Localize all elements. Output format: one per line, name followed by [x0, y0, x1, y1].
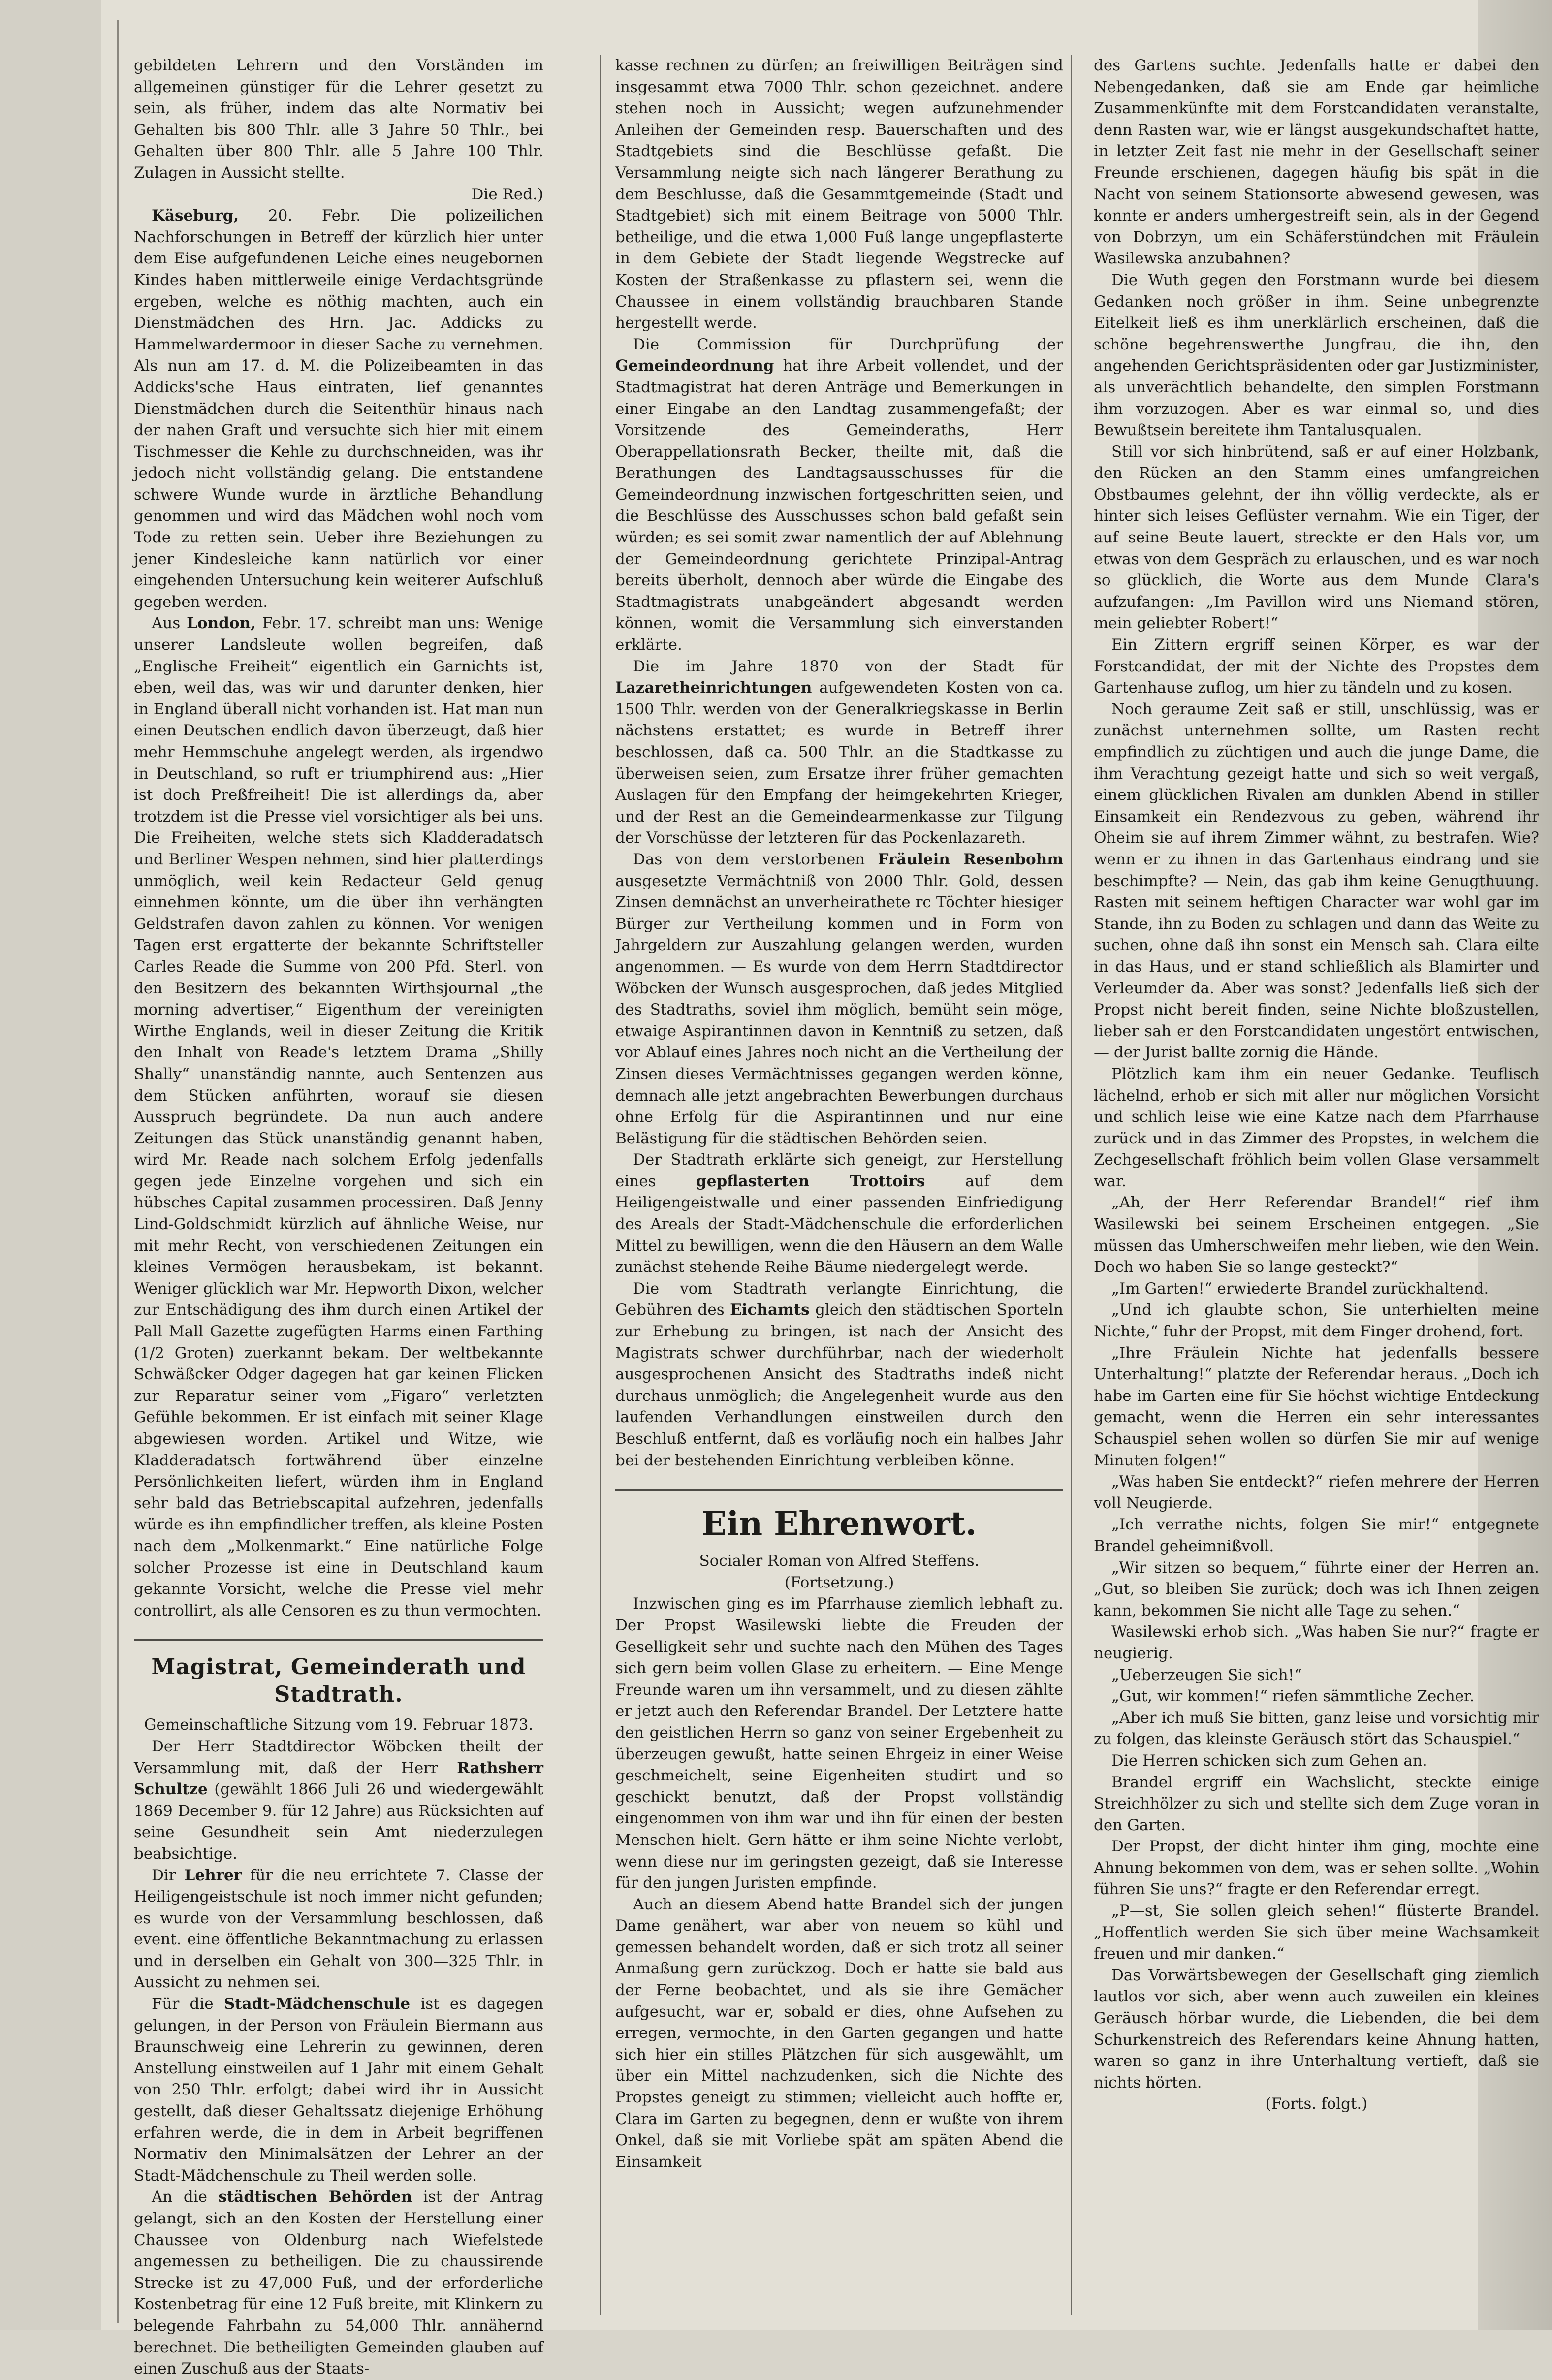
- paragraph-text: Der Stadtrath erklärte sich geneigt, zur Herstellung eines: [615, 1151, 1063, 1190]
- column-rule: [1071, 55, 1072, 2315]
- paragraph: kasse rechnen zu dürfen; an freiwilligen Beiträgen sind insgesammt etwa 7000 Thlr. schon gezeichnet. andere stehen noch in Aussicht; wegen aufzunehmender Anleihen der Gemeinden resp. Bauerschaften und des Stadtgebiets sind die Beschlüsse gefaßt. Die Versammlung neigte sich nach längerer Berathung zu dem Beschlusse, daß die Gesammtgemeinde (Stadt und Stadtgebiet) sich mit einem Beitrage von 5000 Thlr. betheilige, und die etwa 1,000 Fuß lange ungepflasterte in dem Gebiete der Stadt liegende Wegstrecke auf Kosten der Straßenkasse zu pflastern sei, wenn die Chaussee in einem vollständig brauchbaren Stande hergestellt werde.: [615, 57, 1063, 332]
- paragraph: Der Propst, der dicht hinter ihm ging, mochte eine Ahnung bekommen von dem, was er sehen sollte. „Wohin führen Sie uns?“ fragte er den Referendar erregt.: [1094, 1838, 1539, 1899]
- session-line: Gemeinschaftliche Sitzung vom 19. Februar 1873.: [144, 1716, 534, 1734]
- paragraph: Die Herren schicken sich zum Gehen an.: [1111, 1751, 1427, 1770]
- paragraph: Inzwischen ging es im Pfarrhause ziemlich lebhaft zu. Der Propst Wasilewski liebte die Freuden der Geselligkeit sehr und suchte nach den Mühen des Tages sich gern beim vollen Glase zu erheitern. — Eine Menge Freunde waren um ihn versammelt, und zu diesen zählte er jetzt auch den Referendar Brandel. Der Letztere hatte den geistlichen Herrn so ganz von seiner Ergebenheit zu überzeugen gewußt, hatte seinen Ehrgeiz in einer Weise geschmeichelt, seine Eigenheiten studirt und so geschickt benutzt, daß der Propst vollständig eingenommen von ihm war und ihn für einen der besten Menschen hielt. Gern hätte er ihm seine Nichte verlobt, wenn diese nur im geringsten gezeigt, daß sie Interesse für den jungen Juristen empfinde.: [615, 1595, 1063, 1892]
- keyword: Rathsherr Schultze: [134, 1759, 543, 1799]
- to-be-continued: (Forts. folgt.): [1265, 2095, 1368, 2113]
- column-rule: [600, 55, 601, 2315]
- paragraph: „Was haben Sie entdeckt?“ riefen mehrere der Herren voll Neugierde.: [1094, 1473, 1539, 1512]
- paragraph: Still vor sich hinbrütend, saß er auf einer Holzbank, den Rücken an den Stamm eines umfangreichen Obstbaumes gelehnt, der ihn völlig verdeckte, als er hinter sich leises Geflüster vernahm. Wie ein Tiger, der auf seine Beute lauert, streckte er den Hals vor, um etwas von dem Gespräch zu erlauschen, und es war noch so glücklich, die Worte aus dem Munde Clara's aufzufangen: „Im Pavillon wird uns Niemand stören, mein geliebter Robert!“: [1094, 443, 1539, 633]
- paragraph-text: hat ihre Arbeit vollendet, und der Stadtmagistrat hat deren Anträge und Bemerkungen in einer Eingabe an den Landtag zusammengefaßt; der Vorsitzende des Gemeinderaths, Herr Oberappellationsrath Becker, theilte mit, daß die Berathungen des Landtagsausschusses für die Gemeindeordnung inzwischen fortgeschritten seien, und die Beschlüsse des Ausschusses schon bald gefaßt sein würden; es sei somit zwar namentlich der auf Ablehnung der Gemeindeordnung gerichtete Prinzipal-Antrag bereits überholt, dennoch aber würde die Eingabe des Stadtmagistrats unabgeändert abgesandt werden können, womit die Versammlung sich einverstanden erklärte.: [615, 357, 1063, 654]
- paragraph: „Im Garten!“ erwiederte Brandel zurückhaltend.: [1111, 1279, 1489, 1298]
- novel-continuation: (Fortsetzung.): [784, 1573, 894, 1591]
- binding-margin: [0, 0, 101, 2330]
- keyword: Lehrer: [184, 1866, 242, 1884]
- paragraph: des Gartens suchte. Jedenfalls hatte er dabei den Nebengedanken, daß sie am Ende gar heimliche Zusammenkünfte mit dem Forstcandidaten veranstalte, denn Rasten war, wie er längst ausgekundschaftet hatte, in letzter Zeit fast nie mehr in der Gesellschaft seiner Freunde erschienen, dagegen häufig bis spät in die Nacht von seinem Stationsorte abwesend gewesen, was konnte er anders umhergestreift sein, als in der Gegend von Dobrzyn, um ein Schäferstündchen mit Fräulein Wasilewska anzubahnen?: [1094, 57, 1539, 268]
- paragraph: „Wir sitzen so bequem,“ führte einer der Herren an. „Gut, so bleiben Sie zurück; doch was ich Ihnen zeigen kann, bekommen Sie nicht alle Tage zu sehen.“: [1094, 1558, 1539, 1619]
- paragraph-text: Die vom Stadtrath verlangte Einrichtung, die Gebühren des: [615, 1279, 1063, 1319]
- paragraph-text: gleich den städtischen Sporteln zur Erhebung zu bringen, ist nach der Ansicht des Magistrats schwer durchführbar, nach der wiederholt ausgesprochenen Ansicht des Stadtraths indeß nicht durchaus unmöglich; die Angelegenheit wurde aus den laufenden Verhandlungen einstweilen durch den Beschluß entfernt, daß es vorläufig noch ein halbes Jahr bei der bestehenden Einrichtung verbleiben könne.: [615, 1301, 1063, 1469]
- paragraph: „Gut, wir kommen!“ riefen sämmtliche Zecher.: [1111, 1687, 1475, 1706]
- paragraph: Plötzlich kam ihm ein neuer Gedanke. Teuflisch lächelnd, erhob er sich mit aller nur möglichen Vorsicht und schlich leise wie eine Katze nach dem Pfarrhause zurück und in das Zimmer des Propstes, in welchem die Zechgesellschaft fröhlich beim vollen Glase versammelt war.: [1094, 1065, 1539, 1190]
- novel-title: Ein Ehrenwort.: [701, 1504, 977, 1543]
- paragraph: Auch an diesem Abend hatte Brandel sich der jungen Dame genähert, war aber von neuem so kühl und gemessen behandelt worden, daß er sich trotz all seiner Anmaßung gern zurückzog. Doch er hatte sie bald aus der Ferne beobachtet, und als sie ihre Gemächer aufgesucht, war er, sobald er dies, ohne Aufsehen zu erregen, vermochte, in den Garten gegangen und hatte sich hier ein stilles Plätzchen für sich ausgewählt, um über ein Mittel nachzudenken, sich die Nichte des Propstes geneigt zu stimmen; vielleicht auch hoffte er, Clara im Garten zu begegnen, denn er wußte von ihrem Onkel, daß sie mit Vorliebe spät am späten Abend die Einsamkeit: [615, 1895, 1063, 2171]
- paragraph: [615, 334, 1063, 656]
- paragraph: [134, 613, 543, 1621]
- paragraph-text: Die im Jahre 1870 von der Stadt für: [633, 657, 1063, 675]
- paragraph-text: (gewählt 1866 Juli 26 und wiedergewählt 1869 December 9. für 12 Jahre) aus Rücksichten auf seine Gesundheit sein Amt niederzulegen beabsichtige.: [134, 1780, 543, 1863]
- paragraph: [134, 205, 543, 613]
- keyword: gepflasterten Trottoirs: [696, 1172, 925, 1190]
- paragraph-text: 20. Febr. Die polizeilichen Nachforschungen in Betreff der kürzlich hier unter dem Eise aufgefundenen Leiche eines neugebornen Kindes haben mittlerweile einige Verdachtsgründe ergeben, welche es nöthig machten, auch ein Dienstmädchen des Hrn. Jac. Addicks zu Hammelwardermoor in dieser Sache zu vernehmen. Als nun am 17. d. M. die Polizeibeamten in das Addicks'sche Haus eintraten, lief genanntes Dienstmädchen durch die Seitenthür hinaus nach der nahen Graft und versuchte sich hier mit einem Tischmesser die Kehle zu durchschneiden, was ihr jedoch nicht vollständig gelang. Die entstandene schwere Wunde wurde in ärztliche Behandlung genommen und wird das Mädchen wohl noch vom Tode zu retten sein. Ueber ihre Beziehungen zu jener Kindesleiche kann natürlich vor einer eingehenden Untersuchung kein weiterer Aufschluß gegeben werden.: [134, 207, 543, 611]
- column-2: [615, 55, 1063, 2319]
- keyword: Eichamts: [730, 1301, 810, 1319]
- paragraph-text: aufgewendeten Kosten von ca. 1500 Thlr. werden von der Generalkriegskasse in Berlin nächstens erstattet; es wurde in Betreff ihrer beschlossen, daß ca. 500 Thlr. an die Stadtkasse zu überweisen seien, zum Ersatze ihrer früher gemachten Auslagen für den Empfang der heimgekehrten Krieger, und der Rest an die Gemeindearmenkasse zur Tilgung der Vorschüsse der letzteren für das Pockenlazareth.: [615, 679, 1063, 847]
- paragraph: „Ueberzeugen Sie sich!“: [1111, 1666, 1302, 1684]
- keyword: städtischen Behörden: [218, 2188, 412, 2206]
- keyword: Stadt-Mädchenschule: [223, 1995, 411, 2013]
- paragraph-text: Der Herr Stadtdirector Wöbcken theilt der Versammlung mit, daß der Herr: [134, 1737, 543, 1777]
- section-heading: Magistrat, Gemeinderath und Stadtrath.: [151, 1654, 526, 1708]
- paragraph-text: für die neu errichtete 7. Classe der Heiligengeistschule ist noch immer nicht gefunden; es wurde von der Versammlung beschlossen, daß event. eine öffentliche Bekanntmachung zu erlassen und in derselben ein Gehalt von 300—325 Thlr. in Aussicht zu nehmen sei.: [134, 1866, 543, 1992]
- paragraph-text: Das von dem verstorbenen: [633, 850, 878, 868]
- paragraph-text: Dir: [152, 1866, 185, 1884]
- column-1: [134, 55, 543, 2378]
- paragraph-text: Febr. 17. schreibt man uns: Wenige unserer Landsleute wollen begreifen, daß „Englische Freiheit“ eigentlich ein Garnichts ist, eben, weil das, was wir und darunter denken, hier in England überall nicht vorhanden ist. Hat man nun einen Deutschen endlich davon überzeugt, daß hier mehr Hemmschuhe angelegt werden, als irgendwo in Deutschland, so ruft er triumphirend aus: „Hier ist doch Preßfreiheit! Die ist allerdings da, aber trotzdem ist die Presse viel vorsichtiger als bei uns. Die Freiheiten, welche stets sich Kladderadatsch und Berliner Wespen nehmen, sind hier platterdings unmöglich, weil kein Redacteur Geld genug einnehmen könnte, um die über ihn verhängten Geldstrafen davon zahlen zu können. Vor wenigen Tagen erst ergatterte der bekannte Schriftsteller Carles Reade die Summe von 200 Pfd. Sterl. von den Besitzern des bekannten Wirthsjournal „the morning advertiser,“ Eigenthum der vereinigten Wirthe Englands, weil in dieser Zeitung die Kritik den Inhalt von Reade's letztem Drama „Shilly Shally“ unanständig nannte, auch Sentenzen aus dem Stücken anführten, worauf sie diesen Ausspruch begründete. Da nun auch andere Zeitungen das Stück unanständig genannt haben, wird Mr. Reade nach solchem Erfolg jedenfalls gegen jede Einzelne vorgehen und sich ein hübsches Capital zusammen processiren. Daß Jenny Lind-Goldschmidt kürzlich auf ähnliche Weise, nur mit mehr Recht, von verschiedenen Zeitungen ein kleines Vermögen herausbekam, ist bekannt. Weniger glücklich war Mr. Hepworth Dixon, welcher zur Entschädigung des ihm durch einen Artikel der Pall Mall Gazette zugefügten Harms einen Farthing (1/2 Groten) zuerkannt bekam. Der weltbekannte Schwäßcker Odger dagegen hat gar keinen Flicken zur Reparatur seiner vom „Figaro“ verletzten Gefühle bekommen. Er ist einfach mit seiner Klage abgewiesen worden. Artikel und Witze, wie Kladderadatsch fortwährend über einzelne Persönlichkeiten liefert, würden ihm in England sehr bald das Betriebscapital aufzehren, jedenfalls würde es ihn empfindlicher treffen, als kleine Posten nach dem „Molkenmarkt.“ Eine natürliche Folge solcher Prozesse ist eine in Deutschland kaum gekannte Vorsicht, welche die Presse viel mehr controllirt, als alle Censoren es zu thun vermochten.: [134, 614, 543, 1619]
- paragraph: [134, 1736, 543, 1865]
- paragraph: „Ah, der Herr Referendar Brandel!“ rief ihm Wasilewski bei seinem Erscheinen entgegen. „Sie müssen das Umherschweifen mehr lieben, wie den Wein. Doch wo haben Sie so lange gesteckt?“: [1094, 1194, 1539, 1276]
- binding-edge: [117, 20, 119, 2323]
- editor-note: Die Red.): [471, 185, 543, 203]
- paragraph-text: ist es dagegen gelungen, in der Person von Fräulein Biermann aus Braunschweig eine Lehrerin zu gewinnen, deren Anstellung einstweilen auf 1 Jahr mit einem Gehalt von 250 Thlr. erfolgt; dabei wird ihr in Aussicht gestellt, daß dieser Gehaltssatz diejenige Erhöhung erfahren werde, die in dem in Arbeit begriffenen Normativ den Minimalsätzen der Lehrer an der Stadt-Mädchenschule zu Theil werden solle.: [134, 1995, 543, 2185]
- paragraph: Noch geraume Zeit saß er still, unschlüssig, was er zunächst unternehmen sollte, um Rasten recht empfindlich zu züchtigen und auch die junge Dame, die ihm Verachtung gezeigt hatte und sich so weit vergaß, einem glücklichen Rivalen am dunklen Abend in stiller Einsamkeit ein Rendezvous zu geben, während ihr Oheim sie auf ihrem Zimmer wähnt, zu bestrafen. Wie? wenn er zu ihnen in das Gartenhaus eindrang und sie beschimpfte? — Nein, das gab ihm keine Genugthuung. Rasten mit seinem heftigen Character war wohl gar im Stande, ihn zu Boden zu schlagen und dann das Weite zu suchen, ohne daß ihn sonst ein Mensch sah. Clara eilte in das Haus, und er stand schließlich als Blamirter und Verleumder da. Aber was sonst? Jedenfalls ließ sich der Propst nicht bereit finden, seine Nichte bloßzustellen, lieber sah er den Forstcandidaten ungestört entwischen, — der Jurist ballte zornig die Hände.: [1094, 700, 1539, 1062]
- paragraph-text: An die: [152, 2188, 219, 2206]
- paragraph: „Ihre Fräulein Nichte hat jedenfalls bessere Unterhaltung!“ platzte der Referendar heraus. „Doch ich habe im Garten eine für Sie höchst wichtige Entdeckung gemacht, wenn die Herren ein sehr interessantes Schauspiel sehen wollen so dürfen Sie mir auf wenige Minuten folgen!“: [1094, 1344, 1539, 1469]
- paragraph: Brandel ergriff ein Wachslicht, steckte einige Streichhölzer zu sich und stellte sich dem Zuge voran in den Garten.: [1094, 1773, 1539, 1834]
- dateline: Käseburg,: [152, 207, 239, 225]
- paragraph: „P—st, Sie sollen gleich sehen!“ flüsterte Brandel. „Hoffentlich werden Sie sich über meine Wachsamkeit freuen und mir danken.“: [1094, 1902, 1539, 1963]
- paragraph-text: Aus: [152, 614, 187, 633]
- paragraph-text: Für die: [152, 1995, 224, 2013]
- paragraph-text: ist der Antrag gelangt, sich an den Kosten der Herstellung einer Chaussee von Oldenburg nach Wiefelstede angemessen zu betheiligen. Die zu chaussirende Strecke ist zu 47,000 Fuß, und der erforderliche Kostenbetrag für eine 12 Fuß breite, mit Klinkern zu belegende Fahrbahn zu 54,000 Thlr. annähernd berechnet. Die betheiligten Gemeinden glauben auf einen Zuschuß aus der Staats-: [134, 2188, 543, 2378]
- paragraph: Wasilewski erhob sich. „Was haben Sie nur?“ fragte er neugierig.: [1094, 1623, 1539, 1662]
- paragraph: [134, 1865, 543, 1994]
- paragraph: [134, 1994, 543, 2187]
- paragraph: [615, 656, 1063, 849]
- paragraph: [615, 1278, 1063, 1471]
- keyword: Fräulein Resenbohm: [878, 850, 1064, 868]
- paragraph-text: Die Commission für Durchprüfung der: [633, 335, 1063, 353]
- paragraph: Die Wuth gegen den Forstmann wurde bei diesem Gedanken noch größer in ihm. Seine unbegrenzte Eitelkeit ließ es ihm unerklärlich erscheinen, daß die schöne begehrenswerthe Jungfrau, die ihn, den angehenden Gerichtspräsidenten oder gar Justizminister, als unverächtlich behandelte, den simplen Forstmann ihm vorzuzogen. Aber es war einmal so, und dies Bewußtsein bereitete ihm Tantalusqualen.: [1094, 271, 1539, 440]
- section-rule: [134, 1639, 543, 1641]
- paragraph-text: auf dem Heiligengeistwalle und einer passenden Einfriedigung des Areals der Stadt-Mädchenschule die erforderlichen Mittel zu bewilligen, wenn die den Häusern an dem Walle zunächst stehende Reihe Bäume niedergelegt werde.: [615, 1172, 1063, 1276]
- paragraph: „Ich verrathe nichts, folgen Sie mir!“ entgegnete Brandel geheimnißvoll.: [1094, 1516, 1539, 1555]
- paragraph: [134, 2187, 543, 2380]
- paragraph-text: ausgesetzte Vermächtniß von 2000 Thlr. Gold, dessen Zinsen demnächst an unverheirathete rc Töchter hiesiger Bürger zur Vertheilung kommen und in Form von Jahrgeldern zur Auszahlung gelangen werden, wurden angenommen. — Es wurde von dem Herrn Stadtdirector Wöbcken der Wunsch ausgesprochen, daß jedes Mitglied des Stadtraths, soviel ihm möglich, bemüht sein möge, etwaige Aspirantinnen davon in Kenntniß zu setzen, daß vor Ablauf eines Jahres noch nicht an die Vertheilung der Zinsen dieses Vermächtnisses gegangen werden könne, demnach alle jetzt angebrachten Bewerbungen durchaus ohne Erfolg für die Aspirantinnen und nur eine Belästigung für die städtischen Behörden seien.: [615, 872, 1063, 1147]
- section-rule: [615, 1489, 1063, 1491]
- paragraph: gebildeten Lehrern und den Vorständen im allgemeinen günstiger für die Lehrer gesetzt zu sein, als früher, indem das alte Normativ bei Gehalten bis 800 Thlr. alle 3 Jahre 50 Thlr., bei Gehalten über 800 Thlr. alle 5 Jahre 100 Thlr. Zulagen in Aussicht stellte.: [134, 57, 543, 182]
- keyword: Gemeindeordnung: [615, 357, 774, 375]
- paragraph: „Aber ich muß Sie bitten, ganz leise und vorsichtig mir zu folgen, das kleinste Geräusch stört das Schauspiel.“: [1094, 1709, 1539, 1748]
- paragraph: [615, 849, 1063, 1149]
- paragraph: „Und ich glaubte schon, Sie unterhielten meine Nichte,“ fuhr der Propst, mit dem Finger drohend, fort.: [1094, 1301, 1539, 1341]
- paragraph: Das Vorwärtsbewegen der Gesellschaft ging ziemlich lautlos vor sich, aber wenn auch zuweilen ein kleines Geräusch hörbar wurde, die Liebenden, die bei dem Schurkenstreich des Referendars keine Ahnung hatten, waren so ganz in ihre Unterhaltung vertieft, daß sie nichts hörten.: [1094, 1966, 1539, 2092]
- novel-byline: Socialer Roman von Alfred Steffens.: [699, 1552, 980, 1570]
- keyword: Lazaretheinrichtungen: [615, 679, 812, 697]
- paragraph: [615, 1149, 1063, 1278]
- dateline: London,: [187, 614, 256, 633]
- paragraph: Ein Zittern ergriff seinen Körper, es war der Forstcandidat, der mit der Nichte des Propstes dem Gartenhause zuflog, um hier zu tändeln und zu kosen.: [1094, 636, 1539, 697]
- column-3: [1094, 55, 1539, 2319]
